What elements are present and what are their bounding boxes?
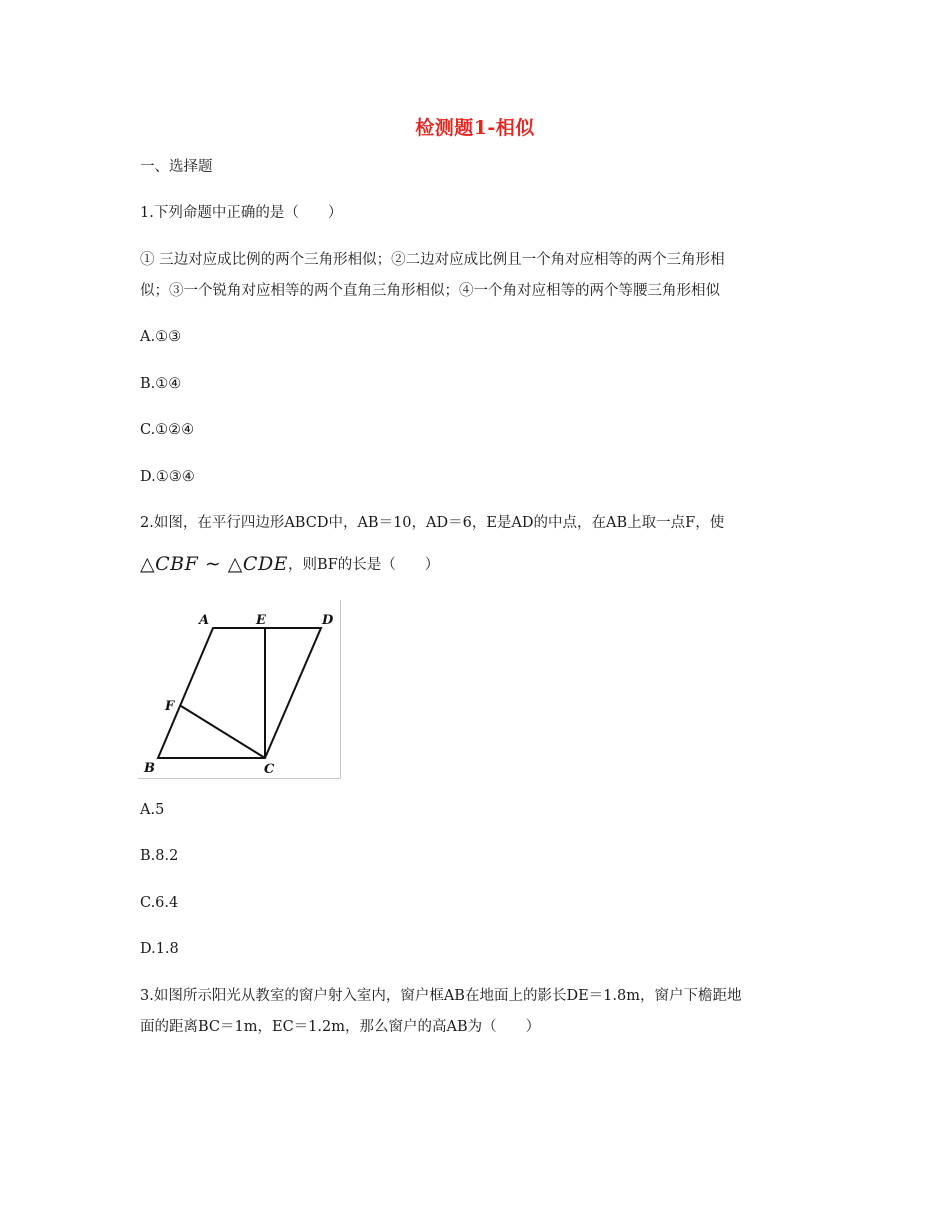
question-2-option-d: D.1.8 <box>140 941 179 957</box>
label-d: D <box>322 613 334 628</box>
section-heading: 一、选择题 <box>140 159 213 175</box>
question-2-option-a: A.5 <box>140 802 165 818</box>
page-title: 检测题1-相似 <box>415 117 535 139</box>
question-2-option-b: B.8.2 <box>140 848 179 864</box>
question-1-statement-line-2: 似；③一个锐角对应相等的两个直角三角形相似；④一个角对应相等的两个等腰三角形相似 <box>140 283 720 299</box>
label-f: F <box>165 699 175 714</box>
label-b: B <box>144 761 155 776</box>
question-3-stem-line-2: 面的距离BC＝1m，EC＝1.2m，那么窗户的高AB为（ ） <box>140 1019 541 1035</box>
segment-fc <box>181 706 265 758</box>
question-2-stem-line-2 <box>140 554 439 575</box>
question-2-option-c: C.6.4 <box>140 895 179 911</box>
question-1-option-b: B.①④ <box>140 376 182 392</box>
parallelogram-diagram <box>138 600 342 780</box>
label-a: A <box>199 613 210 628</box>
question-1-option-a: A.①③ <box>140 329 182 345</box>
question-1-option-c: C.①②④ <box>140 422 195 438</box>
similarity-formula: △CBF ∼ △CDE <box>140 553 289 575</box>
parallelogram-abcd <box>158 628 321 758</box>
parallelogram-figure <box>138 600 342 780</box>
question-1-option-d: D.①③④ <box>140 469 195 485</box>
question-2-stem: 2.如图，在平行四边形ABCD中，AB＝10，AD＝6，E是AD的中点，在AB上取一点F，使 <box>140 515 725 531</box>
label-e: E <box>256 613 266 628</box>
question-1-statement-line-1: ① 三边对应成比例的两个三角形相似；②二边对应成比例且一个角对应相等的两个三角形相 <box>140 252 725 268</box>
question-1-stem: 1.下列命题中正确的是（ ） <box>140 205 343 221</box>
label-c: C <box>264 762 275 777</box>
question-2-stem-rest: ，则BF的长是（ ） <box>288 557 440 573</box>
question-3-stem: 3.如图所示阳光从教室的窗户射入室内，窗户框AB在地面上的影长DE＝1.8m，窗户下檐距地 <box>140 988 742 1004</box>
